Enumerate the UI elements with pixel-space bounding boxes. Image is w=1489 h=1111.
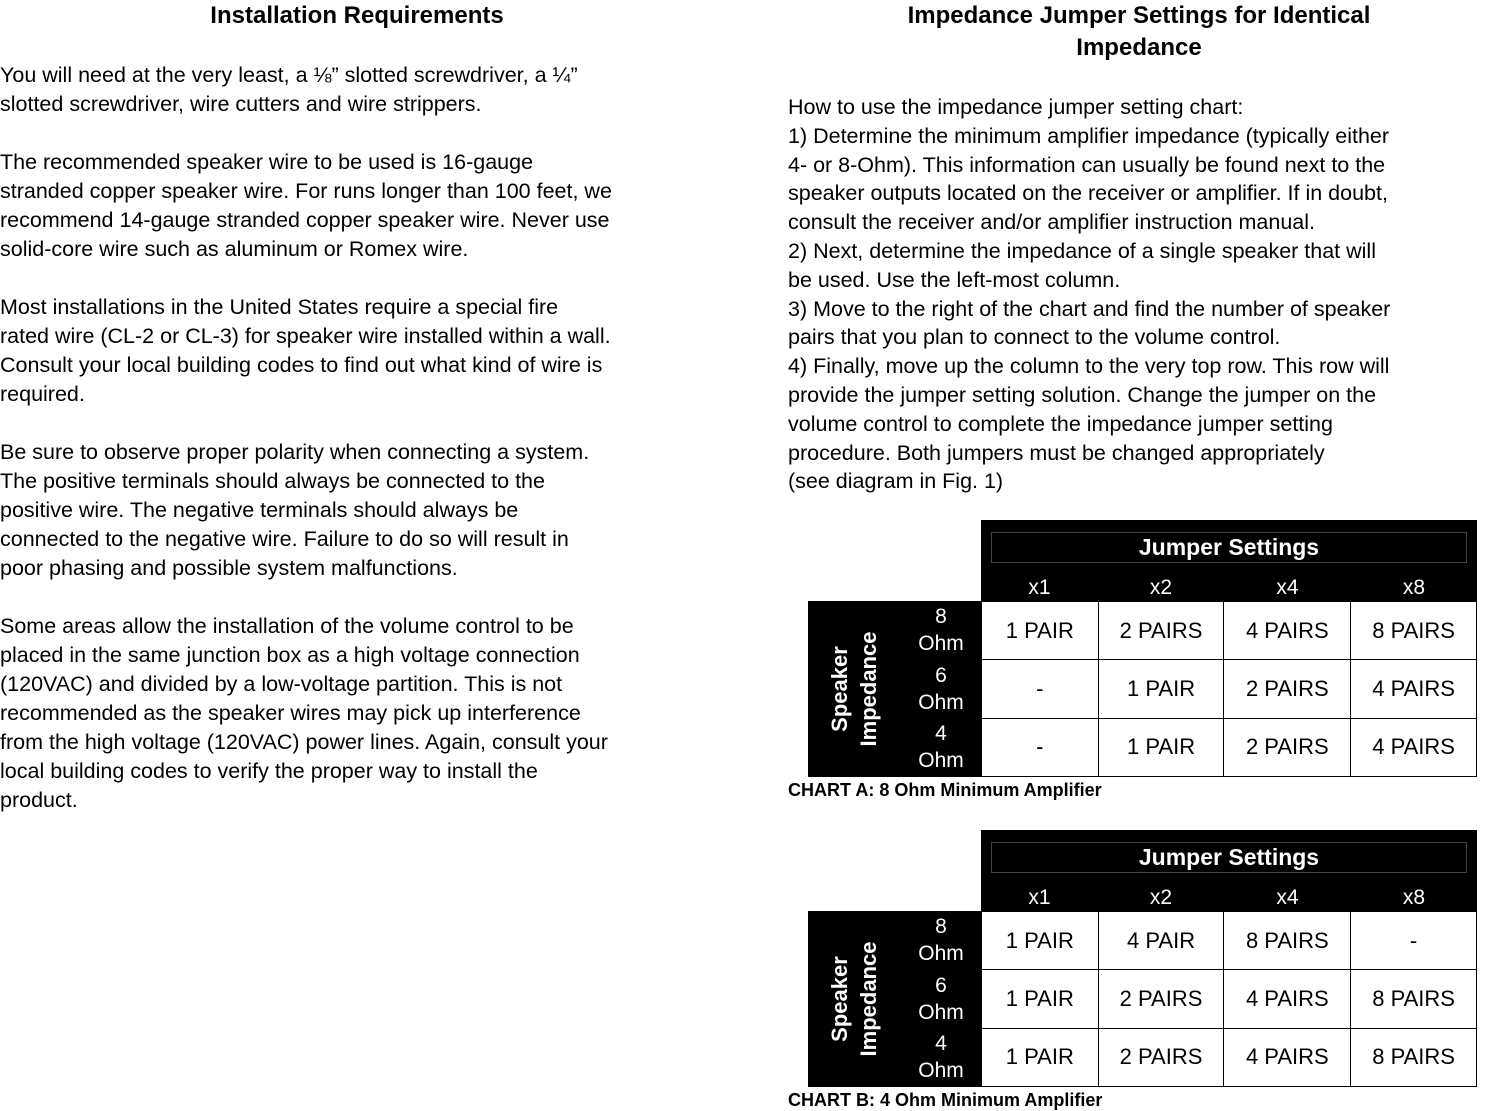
table-row [982, 718, 1477, 776]
text-line: 1) Determine the minimum amplifier impedance (typically either [788, 123, 1390, 148]
table-cell: 1 PAIR [982, 912, 1099, 970]
text-line: 4- or 8-Ohm). This information can usually be found next to the [788, 152, 1386, 177]
paragraph-tools [0, 61, 714, 119]
text-line: solid-core wire such as aluminum or Romex wire. [0, 237, 469, 261]
text-line: slotted screwdriver, wire cutters and wire strippers. [0, 92, 482, 116]
title-line: Impedance [1076, 34, 1202, 61]
speaker-impedance-label [825, 601, 883, 777]
table-cell: - [982, 718, 1099, 776]
jumper-grid [981, 601, 1477, 777]
jumper-settings-title: Jumper Settings [1138, 844, 1320, 870]
ohm-label-8 [901, 911, 981, 970]
ohm-unit: Ohm [918, 749, 964, 773]
multiplier-x4: x4 [1276, 886, 1299, 909]
impedance-jumper-title [784, 0, 1489, 64]
text-line: recommended as the speaker wires may pick up interference [0, 701, 581, 725]
impedance-jumper-section [788, 0, 1489, 496]
ohm-column [901, 911, 981, 1087]
text-line: 2) Next, determine the impedance of a single speaker that will [788, 238, 1376, 263]
ohm-label-6 [901, 970, 981, 1029]
multiplier-row [981, 885, 1477, 911]
table-row [982, 602, 1477, 660]
paragraph-junction-box [0, 612, 714, 815]
table-cell: 2 PAIRS [1224, 660, 1351, 718]
text-line: (120VAC) and divided by a low-voltage partition. This is not [0, 672, 563, 696]
text-line: positive wire. The negative terminals should always be [0, 498, 519, 522]
jumper-settings-header [981, 520, 1477, 575]
side-label-line: Impedance [856, 631, 881, 747]
table-cell: 1 PAIR [982, 970, 1099, 1028]
paragraph-wire-gauge [0, 148, 714, 264]
ohm-unit: Ohm [918, 942, 964, 966]
text-line: You will need at the very least, a ⅛” slotted screwdriver, a ¼” [0, 63, 578, 87]
jumper-settings-header [981, 830, 1477, 885]
text-line: stranded copper speaker wire. For runs longer than 100 feet, we [0, 179, 612, 203]
text-line: rated wire (CL-2 or CL-3) for speaker wire installed within a wall. [0, 324, 611, 348]
howto-instructions [788, 93, 1489, 496]
text-line: from the high voltage (120VAC) power lines. Again, consult your [0, 730, 608, 754]
multiplier-row [981, 575, 1477, 601]
table-cell: 4 PAIRS [1224, 602, 1351, 660]
speaker-impedance-side [808, 911, 981, 1087]
text-line: product. [0, 788, 78, 812]
table-cell: 1 PAIR [982, 602, 1099, 660]
installation-requirements-section [0, 0, 714, 815]
table-cell: 2 PAIRS [1224, 718, 1351, 776]
table-cell: 1 PAIR [1098, 718, 1224, 776]
multiplier-x8: x8 [1402, 576, 1426, 599]
text-line: 3) Move to the right of the chart and find the number of speaker [788, 296, 1391, 321]
ohm-label-4 [901, 718, 981, 777]
table-cell: 8 PAIRS [1351, 1028, 1477, 1086]
speaker-impedance-label [825, 911, 883, 1087]
text-line: Most installations in the United States require a special fire [0, 295, 559, 319]
side-label-line: Impedance [856, 941, 881, 1057]
text-line: procedure. Both jumpers must be changed appropriately [788, 440, 1325, 465]
side-label-line: Speaker [827, 646, 852, 732]
text-line: How to use the impedance jumper setting chart: [788, 95, 1244, 119]
ohm-label-4 [901, 1028, 981, 1087]
table-cell: - [982, 660, 1099, 718]
table-cell: 2 PAIRS [1098, 1028, 1224, 1086]
paragraph-fire-rated-wire [0, 293, 714, 409]
table-cell: 4 PAIRS [1351, 660, 1477, 718]
jumper-grid [981, 911, 1477, 1087]
multiplier-x8: x8 [1402, 886, 1426, 909]
table-cell: 4 PAIRS [1224, 970, 1351, 1028]
text-line: volume control to complete the impedance jumper setting [788, 411, 1333, 436]
table-row [982, 1028, 1477, 1086]
text-line: pairs that you plan to connect to the volume control. [788, 325, 1281, 350]
text-line: Be sure to observe proper polarity when connecting a system. [0, 440, 590, 464]
side-label-block [808, 911, 901, 1087]
ohm-number: 6 [935, 973, 947, 997]
table-cell: - [1351, 912, 1477, 970]
table-cell: 1 PAIR [1098, 660, 1224, 718]
text-line: The positive terminals should always be connected to the [0, 469, 545, 493]
multiplier-x4: x4 [1276, 576, 1299, 599]
text-line: (see diagram in Fig. 1) [788, 469, 1004, 494]
text-line: local building codes to verify the proper way to install the [0, 759, 538, 783]
table-cell: 4 PAIRS [1351, 718, 1477, 776]
ohm-unit: Ohm [918, 690, 964, 714]
text-line: Some areas allow the installation of the volume control to be [0, 614, 574, 638]
ohm-unit: Ohm [918, 1000, 964, 1024]
ohm-column [901, 601, 981, 777]
text-line: provide the jumper setting solution. Change the jumper on the [788, 382, 1377, 407]
ohm-unit: Ohm [918, 1059, 964, 1083]
ohm-label-6 [901, 660, 981, 719]
text-line: 4) Finally, move up the column to the very top row. This row will [788, 354, 1390, 379]
chart-a-caption: CHART A: 8 Ohm Minimum Amplifier [788, 780, 1102, 800]
text-line: The recommended speaker wire to be used is 16-gauge [0, 150, 534, 174]
multiplier-x2: x2 [1149, 576, 1173, 599]
paragraph-polarity [0, 438, 714, 583]
text-line: connected to the negative wire. Failure to do so will result in [0, 527, 569, 551]
ohm-number: 4 [935, 1032, 947, 1056]
ohm-number: 8 [935, 915, 947, 939]
side-label-line: Speaker [827, 956, 852, 1042]
ohm-label-8 [901, 601, 981, 660]
ohm-number: 4 [935, 722, 947, 746]
table-cell: 2 PAIRS [1098, 970, 1224, 1028]
table-row [982, 970, 1477, 1028]
multiplier-x2: x2 [1149, 886, 1173, 909]
ohm-number: 6 [935, 663, 947, 687]
ohm-number: 8 [935, 605, 947, 629]
text-line: be used. Use the left-most column. [788, 267, 1121, 292]
table-cell: 8 PAIRS [1351, 602, 1477, 660]
text-line: poor phasing and possible system malfunctions. [0, 556, 458, 580]
table-cell: 4 PAIRS [1224, 1028, 1351, 1086]
text-line: consult the receiver and/or amplifier instruction manual. [788, 210, 1316, 235]
text-line: Consult your local building codes to find out what kind of wire is [0, 353, 603, 377]
table-cell: 4 PAIR [1098, 912, 1224, 970]
text-line: placed in the same junction box as a high voltage connection [0, 643, 580, 667]
side-label-block [808, 601, 901, 777]
jumper-settings-title: Jumper Settings [1138, 534, 1320, 560]
chart-b-caption: CHART B: 4 Ohm Minimum Amplifier [788, 1090, 1103, 1110]
installation-requirements-title: Installation Requirements [210, 2, 504, 29]
table-row [982, 912, 1477, 970]
text-line: required. [0, 382, 85, 406]
table-cell: 8 PAIRS [1351, 970, 1477, 1028]
table-row [982, 660, 1477, 718]
text-line: recommend 14-gauge stranded copper speaker wire. Never use [0, 208, 610, 232]
table-cell: 8 PAIRS [1224, 912, 1351, 970]
table-cell: 2 PAIRS [1098, 602, 1224, 660]
title-line: Impedance Jumper Settings for Identical [907, 2, 1371, 29]
ohm-unit: Ohm [918, 632, 964, 656]
multiplier-x1: x1 [1028, 886, 1051, 909]
speaker-impedance-side [808, 601, 981, 777]
table-cell: 1 PAIR [982, 1028, 1099, 1086]
text-line: speaker outputs located on the receiver or amplifier. If in doubt, [788, 181, 1388, 206]
multiplier-x1: x1 [1028, 576, 1051, 599]
